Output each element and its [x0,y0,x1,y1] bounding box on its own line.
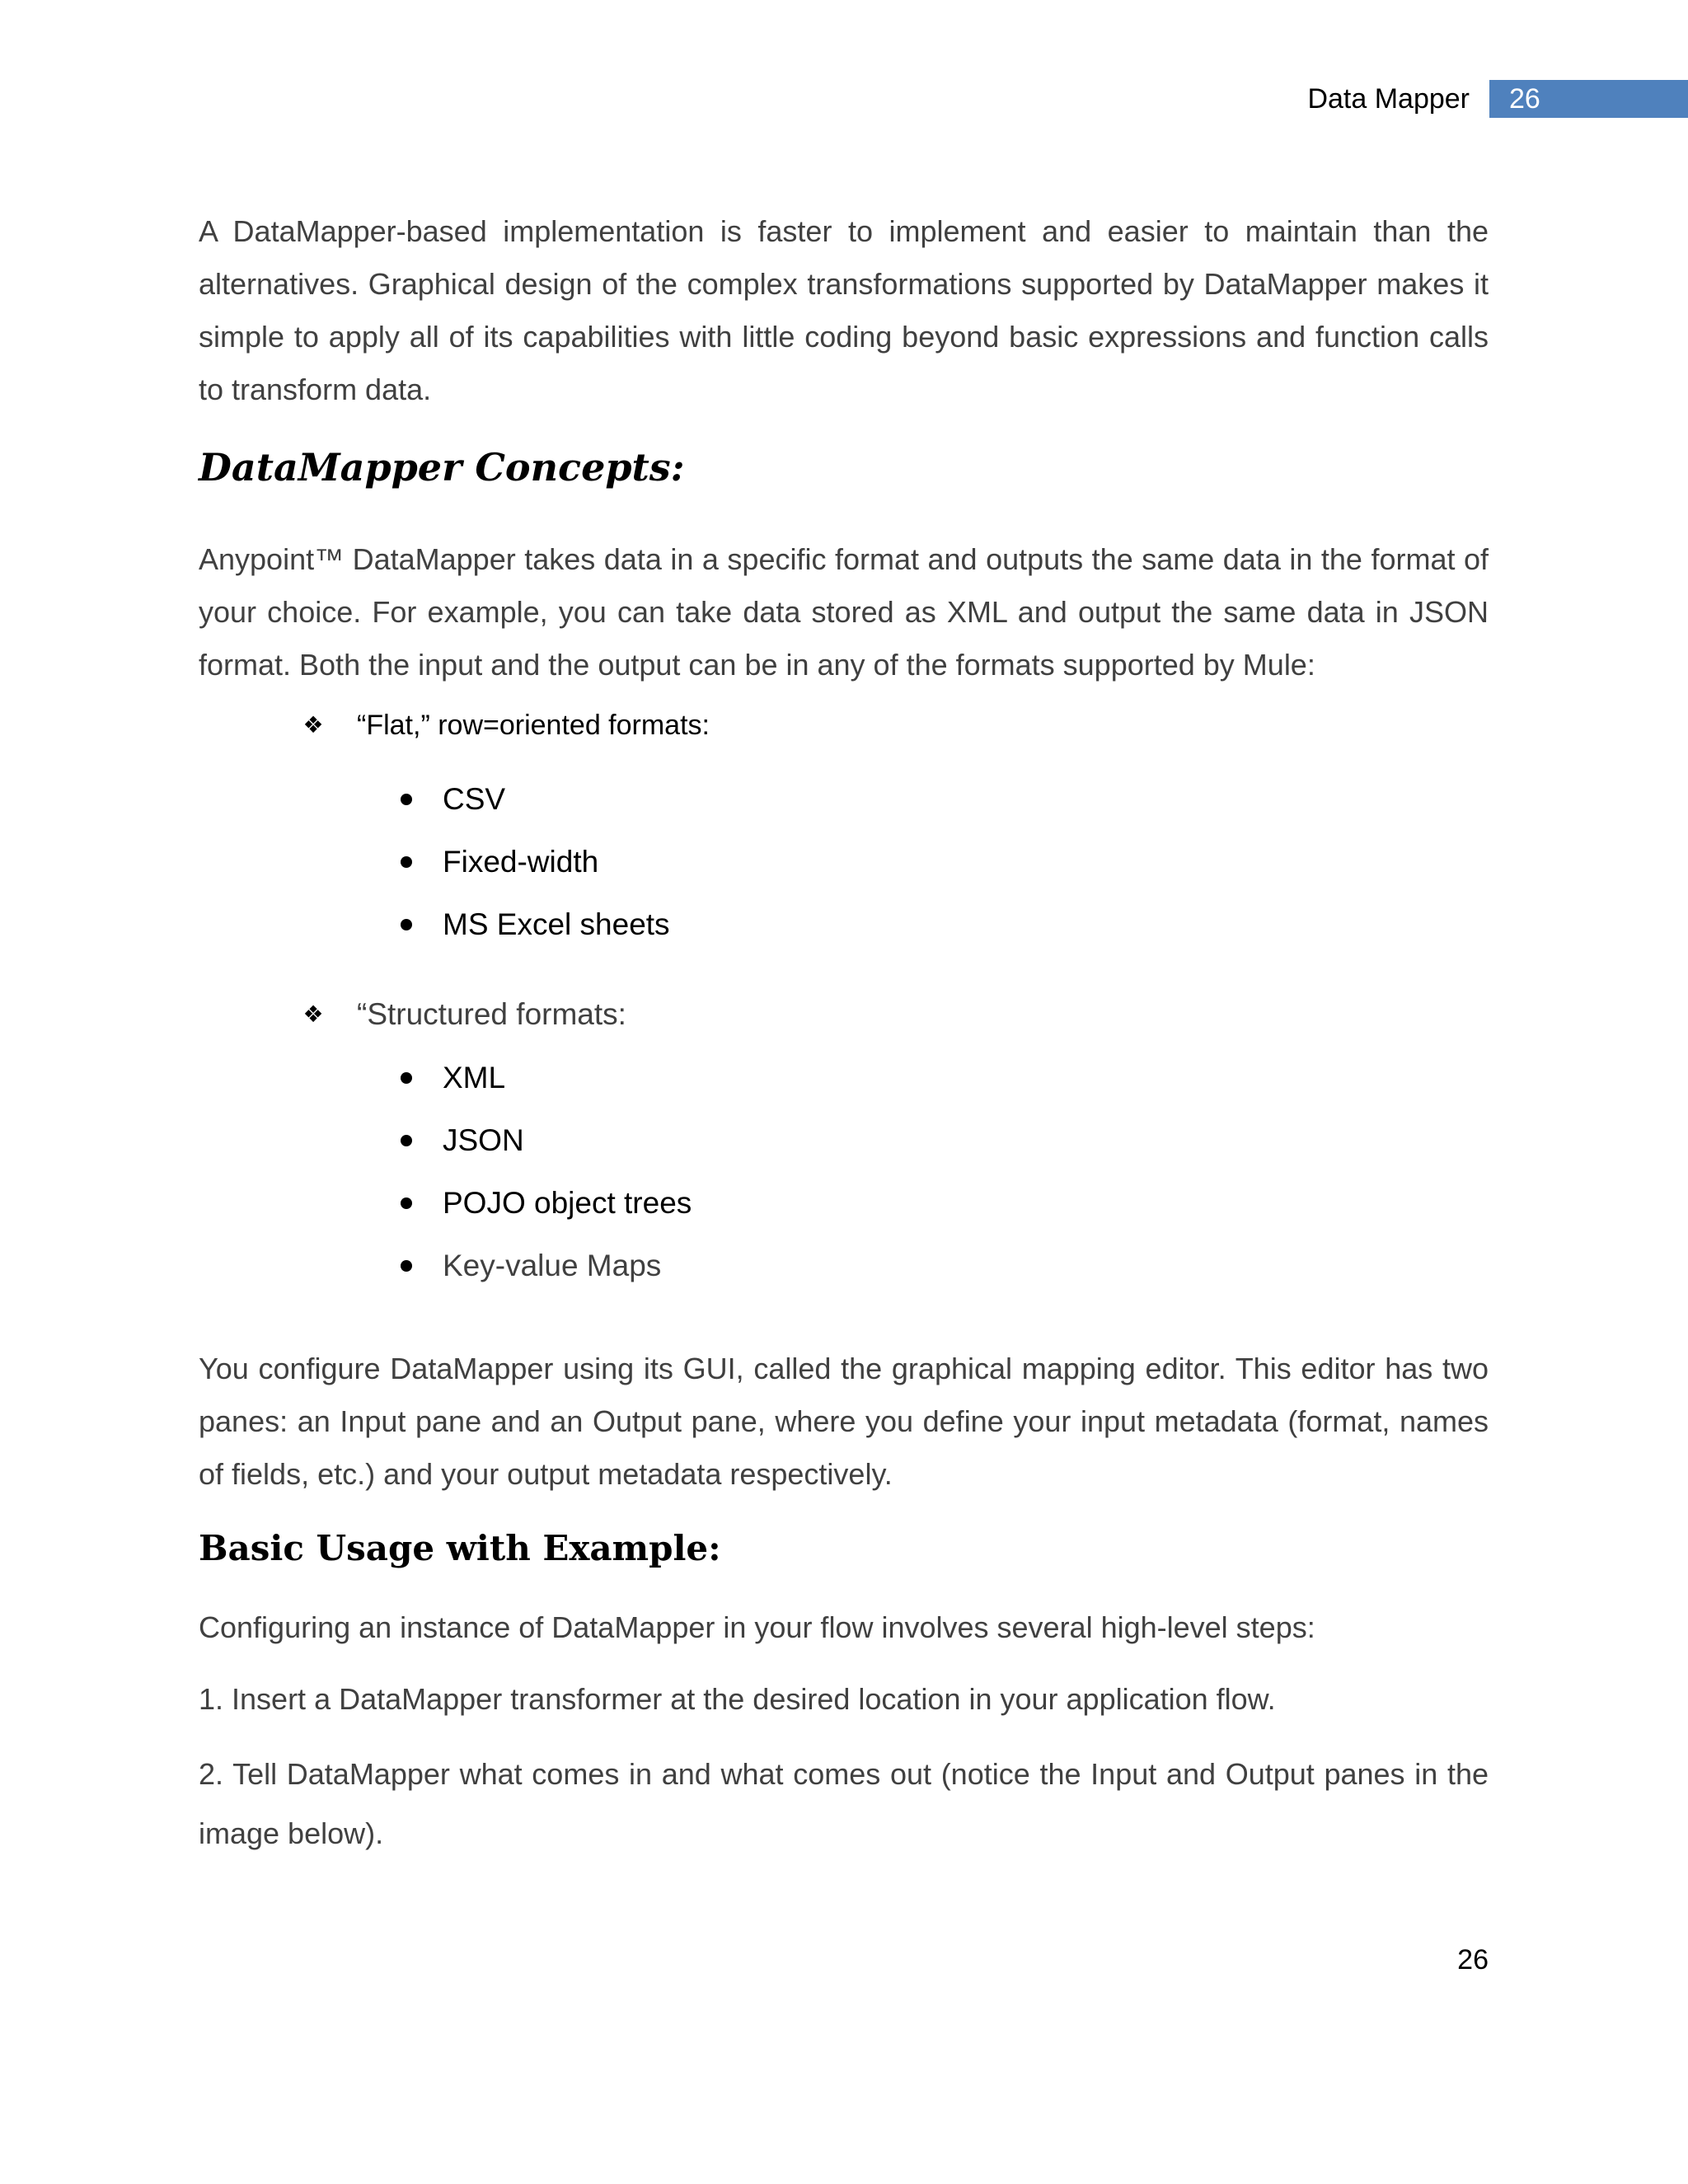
list-item [199,1172,692,1235]
list-item-text: XML [443,1061,506,1094]
list-item [199,831,670,893]
bullet-dot-icon [401,794,412,805]
list-item-text: Fixed-width [443,845,599,879]
bullet-dot-icon [401,1135,412,1146]
editor-section [199,1343,1489,1501]
concepts-heading: DataMapper Concepts: [199,445,685,490]
usage-step: 1. Insert a DataMapper transformer at the desired location in your application flow. [199,1682,1276,1716]
concepts-section [199,533,1489,691]
list-item-text: MS Excel sheets [443,907,670,941]
list-item-text: JSON [443,1123,524,1157]
list-item [199,1235,692,1297]
page-header [1307,80,1688,118]
structured-formats-label-row [299,990,626,1039]
list-item [199,1047,692,1109]
list-item [199,1109,692,1172]
flat-formats-label-row [299,701,710,750]
usage-intro: Configuring an instance of DataMapper in your flow involves several high-level steps: [199,1610,1315,1644]
bullet-dot-icon [401,1072,412,1084]
usage-step-1-wrap [199,1673,1489,1726]
intro-section [199,205,1489,416]
concepts-heading-wrap [199,443,1489,492]
bullet-dot-icon [401,1197,412,1209]
list-item [199,893,670,956]
usage-heading-wrap [199,1525,1489,1572]
usage-step-2-wrap [199,1745,1489,1863]
concepts-paragraph: Anypoint™ DataMapper takes data in a specific format and outputs the same data in the format of your choice. For example, you can take data stored as XML and output the same data in JSON format. Both the input and the output can be in any of the formats supported by Mule: [199,542,1489,682]
bullet-dot-icon [401,856,412,868]
usage-heading: Basic Usage with Example: [199,1528,721,1568]
list-item-text: POJO object trees [443,1186,692,1220]
usage-step: 2. Tell DataMapper what comes in and what comes out (notice the Input and Output panes in the image below). [199,1757,1489,1850]
list-item-text: CSV [443,782,506,816]
diamond-bullet-icon: ❖ [302,712,324,738]
bullet-dot-icon [401,919,412,930]
header-page-badge: 26 [1489,80,1688,118]
list-item-text: Key-value Maps [443,1249,662,1282]
footer-page-number: 26 [1457,1944,1489,1975]
structured-formats-label: “Structured formats: [357,997,626,1031]
diamond-bullet-icon: ❖ [302,1001,324,1027]
list-item [199,768,670,831]
intro-paragraph: A DataMapper-based implementation is faster to implement and easier to maintain than the alternatives. Graphical design of the complex transformations supported by DataMapper makes it simple to apply all of its capabilities with little coding beyond basic expressions and function calls to transform data. [199,214,1489,406]
bullet-dot-icon [401,1260,412,1272]
header-title: Data Mapper [1307,83,1470,115]
structured-formats-list [199,1047,692,1297]
flat-formats-label: “Flat,” row=oriented formats: [357,710,710,741]
flat-formats-list [199,768,670,956]
editor-paragraph: You configure DataMapper using its GUI, called the graphical mapping editor. This editor has two panes: an Input pane and an Output pane, where you define your input metadata (format, names of fields, etc.) and your output metadata respectively. [199,1352,1489,1491]
usage-intro-wrap [199,1601,1489,1654]
